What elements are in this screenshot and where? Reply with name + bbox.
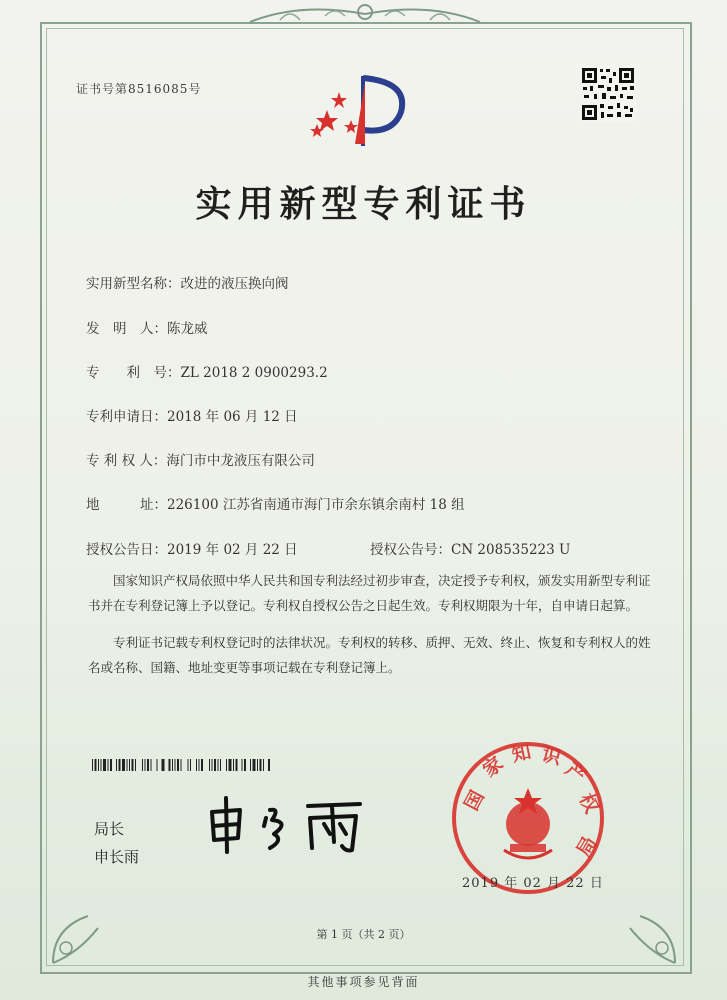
grant-number-row	[370, 538, 570, 558]
utility-model-name-label: 实用新型名称：	[86, 276, 181, 292]
certificate-title: 实用新型专利证书	[195, 183, 532, 225]
seal-date: 2019 年 02 月 22 日	[462, 876, 604, 891]
address-value: 226100 江苏省南通市海门市余东镇余南村 18 组	[167, 497, 465, 513]
grant-date-value: 2019 年 02 月 22 日	[167, 542, 298, 558]
filing-date-label: 专利申请日：	[86, 409, 167, 425]
signature-icon	[200, 790, 375, 860]
director-title: 局长	[94, 820, 125, 838]
certificate-number: 证书号第8516085号	[76, 82, 202, 96]
svg-text:家: 家	[478, 752, 508, 782]
utility-model-name-row	[86, 272, 289, 292]
barcode-icon	[92, 759, 304, 771]
grant-date-label: 授权公告日：	[86, 542, 167, 558]
filing-date-row	[86, 405, 298, 425]
page-number: 第 1 页（共 2 页）	[316, 928, 411, 941]
svg-text:产: 产	[560, 758, 590, 788]
patent-number-row	[86, 361, 328, 381]
director-name: 申长雨	[94, 848, 140, 866]
svg-text:国: 国	[460, 787, 489, 815]
qr-code-icon	[580, 66, 636, 122]
patentee-row	[86, 449, 315, 469]
certificate-paragraph: 国家知识产权局依照中华人民共和国专利法经过初步审查，决定授予专利权，颁发实用新型专利证书并在专利登记簿上予以登记。专利权自授权公告之日起生效。专利权期限为十年，自申请日起算。	[88, 573, 651, 613]
patentee-value: 海门市中龙液压有限公司	[166, 453, 315, 469]
grant-date-row	[86, 538, 298, 558]
inventor-label: 发 明 人：	[86, 321, 167, 337]
patent-number-value: ZL 2018 2 0900293.2	[180, 365, 328, 381]
svg-text:知: 知	[509, 740, 534, 767]
patentee-label: 专 利 权 人：	[86, 453, 167, 469]
filing-date-value: 2018 年 06 月 12 日	[167, 409, 298, 425]
inventor-value: 陈龙威	[167, 321, 208, 337]
svg-text:权: 权	[574, 789, 603, 817]
patent-number-label: 专 利 号：	[86, 365, 181, 381]
top-ornament-icon	[240, 0, 490, 30]
patent-emblem-icon	[305, 68, 420, 148]
svg-text:局: 局	[572, 832, 602, 861]
grant-number-label: 授权公告号：	[370, 542, 451, 558]
inventor-row	[86, 317, 208, 337]
grant-number-value: CN 208535223 U	[451, 542, 571, 558]
address-label: 地 址：	[86, 497, 167, 513]
footer-note: 其他事项参见背面	[307, 975, 420, 989]
certificate-paragraph: 专利证书记载专利权登记时的法律状况。专利权的转移、质押、无效、终止、恢复和专利权人的姓名或名称、国籍、地址变更等事项记载在专利登记簿上。	[88, 635, 651, 675]
utility-model-name-value: 改进的液压换向阀	[180, 276, 289, 292]
svg-text:识: 识	[539, 743, 564, 770]
address-row	[86, 493, 465, 513]
